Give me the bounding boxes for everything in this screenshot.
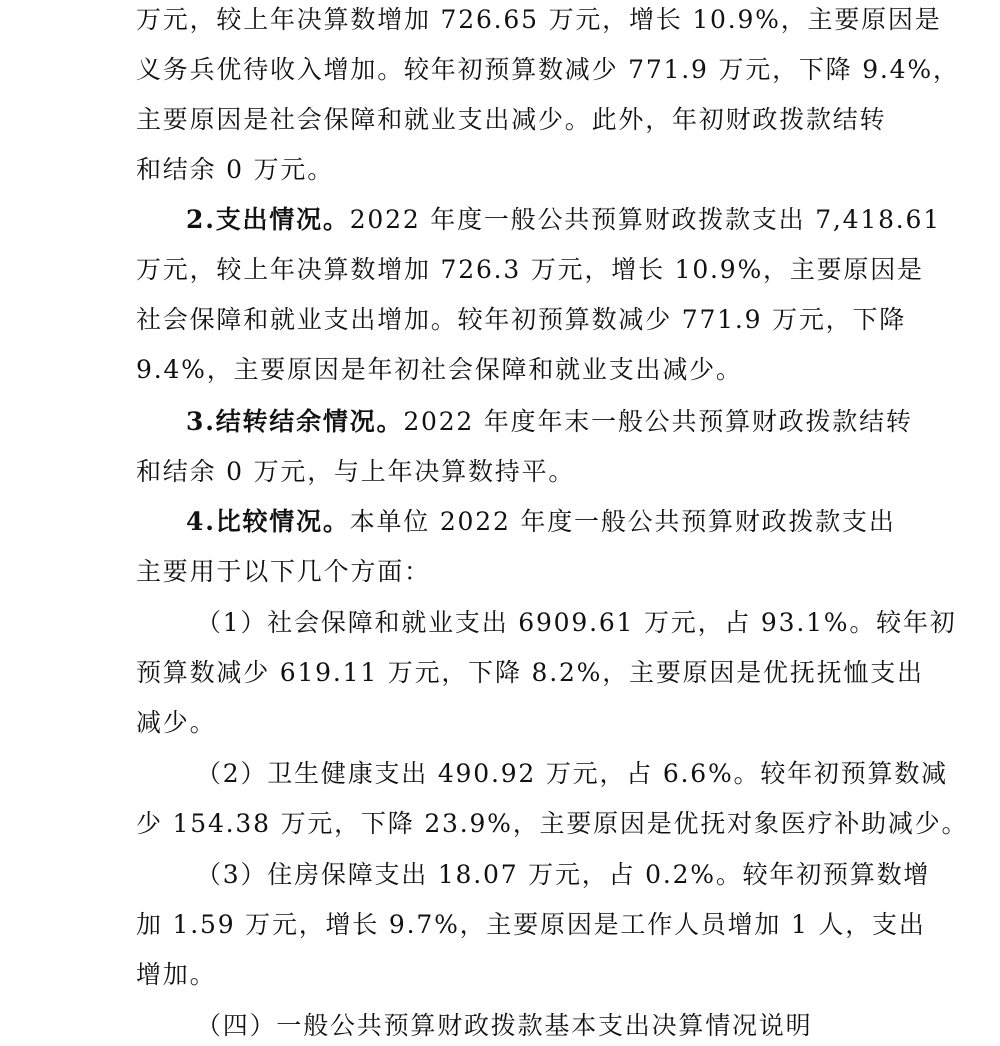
paragraph-line: 减少。 <box>136 708 217 737</box>
paragraph-text: 本单位 2022 年度一般公共预算财政拨款支出 <box>349 507 896 536</box>
item-1-first-line: （1）社会保障和就业支出 6909.61 万元，占 93.1%。较年初 <box>196 608 957 637</box>
paragraph-line: 增加。 <box>136 960 217 989</box>
paragraph-line: 少 154.38 万元，下降 23.9%，主要原因是优抚对象医疗补助减少。 <box>136 809 969 838</box>
paragraph-line: 主要原因是社会保障和就业支出减少。此外，年初财政拨款结转 <box>136 105 887 134</box>
paragraph-line: 和结余 0 万元，与上年决算数持平。 <box>136 457 576 486</box>
paragraph-line: 社会保障和就业支出增加。较年初预算数减少 771.9 万元，下降 <box>136 305 907 334</box>
comparison-paragraph-first-line <box>186 502 896 542</box>
item-3-first-line: （3）住房保障支出 18.07 万元，占 0.2%。较年初预算数增 <box>196 860 931 889</box>
item-2-first-line: （2）卫生健康支出 490.92 万元，占 6.6%。较年初预算数减 <box>196 759 948 788</box>
paragraph-text: 2022 年度年末一般公共预算财政拨款结转 <box>403 407 913 436</box>
comparison-lead: 4.比较情况。 <box>186 507 350 536</box>
paragraph-line: 和结余 0 万元。 <box>136 155 334 184</box>
paragraph-line: 义务兵优待收入增加。较年初预算数减少 771.9 万元，下降 9.4%， <box>136 55 960 84</box>
paragraph-line: 9.4%，主要原因是年初社会保障和就业支出减少。 <box>136 355 743 384</box>
section-heading: （四）一般公共预算财政拨款基本支出决算情况说明 <box>196 1011 813 1040</box>
expenditure-paragraph-first-line <box>186 200 941 240</box>
paragraph-line: 加 1.59 万元，增长 9.7%，主要原因是工作人员增加 1 人，支出 <box>136 910 926 939</box>
paragraph-line: 万元，较上年决算数增加 726.3 万元，增长 10.9%，主要原因是 <box>136 255 924 284</box>
paragraph-text: 2022 年度一般公共预算财政拨款支出 7,418.61 <box>349 205 941 234</box>
paragraph-line: 预算数减少 619.11 万元，下降 8.2%，主要原因是优抚抚恤支出 <box>136 658 924 687</box>
paragraph-line: 万元，较上年决算数增加 726.65 万元，增长 10.9%，主要原因是 <box>136 5 942 34</box>
carryover-paragraph-first-line <box>186 402 913 442</box>
expenditure-lead: 2.支出情况。 <box>186 205 350 234</box>
paragraph-line: 主要用于以下几个方面： <box>136 557 431 586</box>
carryover-lead: 3.结转结余情况。 <box>186 407 404 436</box>
